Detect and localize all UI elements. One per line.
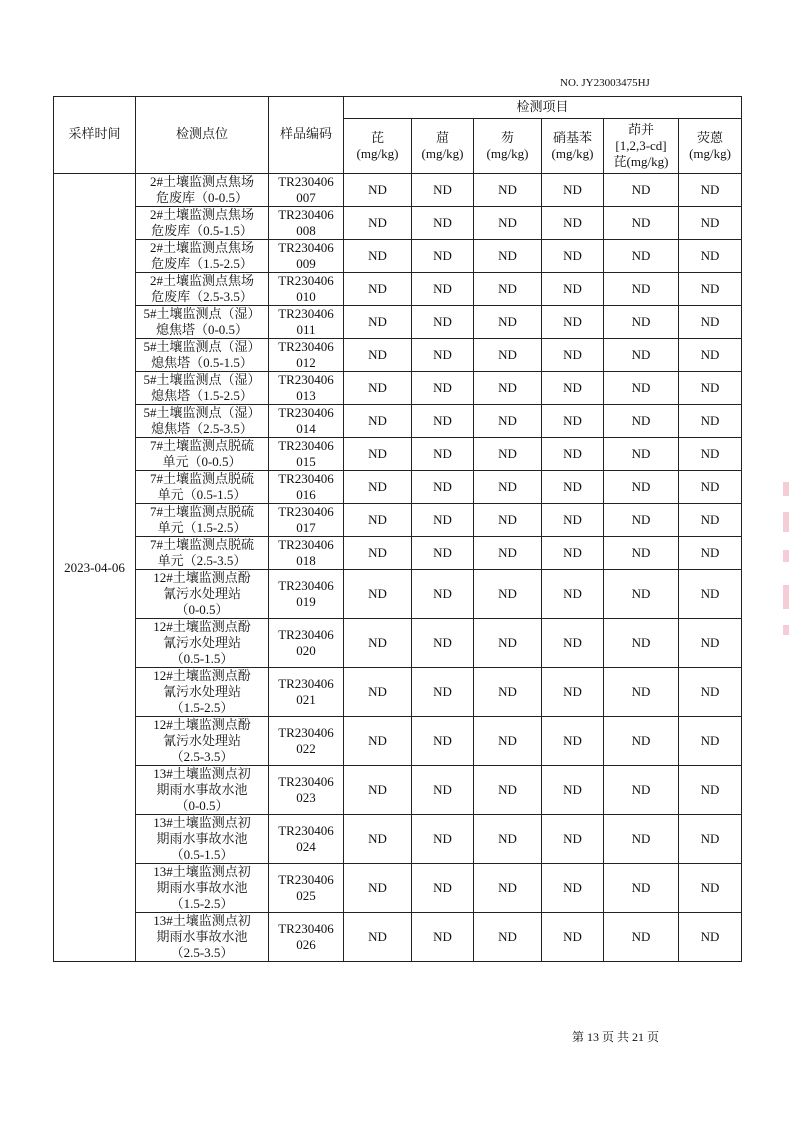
seal-mark-4 — [783, 585, 789, 609]
sample-code-cell: TR230406 023 — [269, 766, 344, 815]
header-item-unit: (mg/kg) — [551, 146, 594, 161]
result-cell: ND — [679, 619, 742, 668]
result-cell: ND — [412, 471, 474, 504]
result-cell: ND — [344, 405, 412, 438]
result-cell: ND — [679, 273, 742, 306]
result-cell: ND — [604, 471, 679, 504]
result-cell: ND — [412, 570, 474, 619]
header-item-unit: (mg/kg) — [486, 146, 529, 161]
location-cell: 13#土壤监测点初 期雨水事故水池 （1.5-2.5） — [136, 864, 269, 913]
result-cell: ND — [542, 619, 604, 668]
result-cell: ND — [542, 306, 604, 339]
result-cell: ND — [412, 815, 474, 864]
result-cell: ND — [604, 766, 679, 815]
location-cell: 5#土壤监测点（湿） 熄焦塔（2.5-3.5） — [136, 405, 269, 438]
table-row — [54, 815, 742, 864]
seal-mark-5 — [783, 625, 789, 635]
result-cell: ND — [344, 815, 412, 864]
table-row — [54, 273, 742, 306]
result-cell: ND — [412, 438, 474, 471]
result-cell: ND — [679, 405, 742, 438]
result-cell: ND — [679, 438, 742, 471]
header-sample-code: 样品编码 — [269, 97, 344, 174]
result-cell: ND — [542, 766, 604, 815]
result-cell: ND — [412, 537, 474, 570]
result-cell: ND — [474, 864, 542, 913]
sample-code-cell: TR230406 018 — [269, 537, 344, 570]
header-item: 芘 (mg/kg) — [344, 119, 412, 174]
result-cell: ND — [344, 668, 412, 717]
result-cell: ND — [474, 372, 542, 405]
table-row — [54, 504, 742, 537]
result-cell: ND — [679, 815, 742, 864]
result-cell: ND — [679, 570, 742, 619]
result-cell: ND — [412, 372, 474, 405]
report-number: NO. JY23003475HJ — [560, 77, 650, 89]
result-cell: ND — [474, 471, 542, 504]
result-cell: ND — [344, 273, 412, 306]
result-cell: ND — [604, 537, 679, 570]
result-cell: ND — [412, 306, 474, 339]
table-row — [54, 864, 742, 913]
sample-code-cell: TR230406 024 — [269, 815, 344, 864]
table-row — [54, 766, 742, 815]
seal-mark-2 — [783, 512, 789, 532]
result-cell: ND — [474, 207, 542, 240]
result-cell: ND — [604, 339, 679, 372]
result-cell: ND — [474, 815, 542, 864]
sample-code-cell: TR230406 014 — [269, 405, 344, 438]
result-cell: ND — [344, 174, 412, 207]
header-item-unit: (mg/kg) — [421, 146, 464, 161]
sample-code-cell: TR230406 008 — [269, 207, 344, 240]
result-cell: ND — [604, 306, 679, 339]
page-footer: 第 13 页 共 21 页 — [572, 1030, 660, 1044]
location-cell: 13#土壤监测点初 期雨水事故水池 （2.5-3.5） — [136, 913, 269, 962]
table-body — [54, 174, 742, 962]
result-cell: ND — [412, 913, 474, 962]
result-cell: ND — [344, 766, 412, 815]
result-cell: ND — [679, 537, 742, 570]
result-cell: ND — [679, 372, 742, 405]
result-cell: ND — [344, 504, 412, 537]
result-cell: ND — [474, 766, 542, 815]
table-row — [54, 471, 742, 504]
result-cell: ND — [679, 668, 742, 717]
result-cell: ND — [604, 717, 679, 766]
result-cell: ND — [679, 864, 742, 913]
header-item: 茚并 [1,2,3-cd] 芘(mg/kg) — [604, 119, 679, 174]
result-cell: ND — [542, 815, 604, 864]
result-cell: ND — [344, 471, 412, 504]
result-cell: ND — [679, 339, 742, 372]
result-cell: ND — [344, 240, 412, 273]
sample-code-cell: TR230406 011 — [269, 306, 344, 339]
header-items-group: 检测项目 — [344, 97, 742, 119]
sample-code-cell: TR230406 021 — [269, 668, 344, 717]
result-cell: ND — [474, 405, 542, 438]
result-cell: ND — [604, 273, 679, 306]
location-cell: 7#土壤监测点脱硫 单元（1.5-2.5） — [136, 504, 269, 537]
result-cell: ND — [542, 537, 604, 570]
result-cell: ND — [542, 668, 604, 717]
result-cell: ND — [604, 913, 679, 962]
result-cell: ND — [412, 174, 474, 207]
header-time: 采样时间 — [54, 97, 136, 174]
result-cell: ND — [474, 438, 542, 471]
result-cell: ND — [542, 504, 604, 537]
location-cell: 12#土壤监测点酚 氰污水处理站 （0.5-1.5） — [136, 619, 269, 668]
result-cell: ND — [474, 240, 542, 273]
sampling-date: 2023-04-06 — [54, 174, 136, 962]
result-cell: ND — [412, 504, 474, 537]
result-cell: ND — [604, 207, 679, 240]
table-row — [54, 570, 742, 619]
header-item: 荧蒽 (mg/kg) — [679, 119, 742, 174]
location-cell: 2#土壤监测点焦场 危废库（0.5-1.5） — [136, 207, 269, 240]
result-cell: ND — [542, 864, 604, 913]
sample-code-cell: TR230406 020 — [269, 619, 344, 668]
table-row — [54, 717, 742, 766]
header-location: 检测点位 — [136, 97, 269, 174]
result-cell: ND — [474, 174, 542, 207]
location-cell: 5#土壤监测点（湿） 熄焦塔（1.5-2.5） — [136, 372, 269, 405]
result-cell: ND — [542, 717, 604, 766]
sample-code-cell: TR230406 016 — [269, 471, 344, 504]
location-cell: 7#土壤监测点脱硫 单元（0.5-1.5） — [136, 471, 269, 504]
sample-code-cell: TR230406 010 — [269, 273, 344, 306]
result-cell: ND — [604, 438, 679, 471]
result-cell: ND — [542, 372, 604, 405]
location-cell: 7#土壤监测点脱硫 单元（0-0.5） — [136, 438, 269, 471]
result-cell: ND — [679, 913, 742, 962]
result-cell: ND — [604, 174, 679, 207]
result-cell: ND — [542, 405, 604, 438]
result-cell: ND — [474, 306, 542, 339]
result-cell: ND — [604, 815, 679, 864]
result-cell: ND — [679, 766, 742, 815]
result-cell: ND — [542, 471, 604, 504]
location-cell: 13#土壤监测点初 期雨水事故水池 （0.5-1.5） — [136, 815, 269, 864]
result-cell: ND — [679, 306, 742, 339]
result-cell: ND — [412, 207, 474, 240]
sample-code-cell: TR230406 015 — [269, 438, 344, 471]
result-cell: ND — [412, 766, 474, 815]
result-cell: ND — [679, 504, 742, 537]
result-cell: ND — [604, 570, 679, 619]
result-cell: ND — [412, 668, 474, 717]
sample-code-cell: TR230406 025 — [269, 864, 344, 913]
result-cell: ND — [412, 339, 474, 372]
result-cell: ND — [604, 372, 679, 405]
result-cell: ND — [542, 570, 604, 619]
sample-code-cell: TR230406 007 — [269, 174, 344, 207]
sample-code-cell: TR230406 026 — [269, 913, 344, 962]
header-item-unit: (mg/kg) — [689, 146, 731, 161]
table-row — [54, 438, 742, 471]
table-row — [54, 306, 742, 339]
header-item-unit: (mg/kg) — [356, 146, 399, 161]
location-cell: 2#土壤监测点焦场 危废库（1.5-2.5） — [136, 240, 269, 273]
table-row — [54, 174, 742, 207]
table-row — [54, 372, 742, 405]
result-cell: ND — [412, 273, 474, 306]
result-cell: ND — [344, 913, 412, 962]
location-cell: 7#土壤监测点脱硫 单元（2.5-3.5） — [136, 537, 269, 570]
result-cell: ND — [542, 240, 604, 273]
result-cell: ND — [344, 306, 412, 339]
result-cell: ND — [474, 339, 542, 372]
header-row-1 — [54, 97, 742, 119]
result-cell: ND — [542, 913, 604, 962]
result-cell: ND — [679, 207, 742, 240]
sample-code-cell: TR230406 012 — [269, 339, 344, 372]
result-cell: ND — [604, 668, 679, 717]
location-cell: 12#土壤监测点酚 氰污水处理站 （2.5-3.5） — [136, 717, 269, 766]
location-cell: 2#土壤监测点焦场 危废库（0-0.5） — [136, 174, 269, 207]
sample-code-cell: TR230406 009 — [269, 240, 344, 273]
result-cell: ND — [344, 438, 412, 471]
location-cell: 5#土壤监测点（湿） 熄焦塔（0-0.5） — [136, 306, 269, 339]
result-cell: ND — [412, 240, 474, 273]
sample-code-cell: TR230406 019 — [269, 570, 344, 619]
result-cell: ND — [412, 405, 474, 438]
result-cell: ND — [604, 240, 679, 273]
table-row — [54, 339, 742, 372]
result-cell: ND — [344, 537, 412, 570]
result-cell: ND — [474, 668, 542, 717]
location-cell: 2#土壤监测点焦场 危废库（2.5-3.5） — [136, 273, 269, 306]
result-cell: ND — [344, 864, 412, 913]
result-cell: ND — [474, 504, 542, 537]
header-item: 芴 (mg/kg) — [474, 119, 542, 174]
location-cell: 13#土壤监测点初 期雨水事故水池 （0-0.5） — [136, 766, 269, 815]
result-cell: ND — [542, 174, 604, 207]
result-cell: ND — [542, 438, 604, 471]
sample-code-cell: TR230406 013 — [269, 372, 344, 405]
header-item: 䓛 (mg/kg) — [412, 119, 474, 174]
result-cell: ND — [344, 570, 412, 619]
location-cell: 12#土壤监测点酚 氰污水处理站 （1.5-2.5） — [136, 668, 269, 717]
result-cell: ND — [412, 717, 474, 766]
result-cell: ND — [412, 619, 474, 668]
result-cell: ND — [474, 717, 542, 766]
result-cell: ND — [474, 570, 542, 619]
result-cell: ND — [474, 537, 542, 570]
results-table — [53, 96, 742, 962]
result-cell: ND — [344, 372, 412, 405]
result-cell: ND — [604, 619, 679, 668]
result-cell: ND — [344, 717, 412, 766]
table-row — [54, 668, 742, 717]
table-row — [54, 619, 742, 668]
table-row — [54, 913, 742, 962]
location-cell: 12#土壤监测点酚 氰污水处理站 （0-0.5） — [136, 570, 269, 619]
location-cell: 5#土壤监测点（湿） 熄焦塔（0.5-1.5） — [136, 339, 269, 372]
result-cell: ND — [679, 174, 742, 207]
result-cell: ND — [344, 207, 412, 240]
result-cell: ND — [344, 339, 412, 372]
sample-code-cell: TR230406 017 — [269, 504, 344, 537]
sample-code-cell: TR230406 022 — [269, 717, 344, 766]
result-cell: ND — [679, 717, 742, 766]
seal-mark-3 — [783, 550, 789, 562]
table-row — [54, 240, 742, 273]
header-item: 硝基苯 (mg/kg) — [542, 119, 604, 174]
table-row — [54, 207, 742, 240]
table-row — [54, 405, 742, 438]
result-cell: ND — [679, 240, 742, 273]
result-cell: ND — [474, 913, 542, 962]
result-cell: ND — [542, 273, 604, 306]
result-cell: ND — [604, 405, 679, 438]
result-cell: ND — [344, 619, 412, 668]
result-cell: ND — [679, 471, 742, 504]
result-cell: ND — [604, 504, 679, 537]
result-cell: ND — [542, 339, 604, 372]
table-row — [54, 537, 742, 570]
result-cell: ND — [604, 864, 679, 913]
result-cell: ND — [542, 207, 604, 240]
result-cell: ND — [474, 619, 542, 668]
seal-mark-1 — [783, 482, 789, 496]
result-cell: ND — [412, 864, 474, 913]
result-cell: ND — [474, 273, 542, 306]
